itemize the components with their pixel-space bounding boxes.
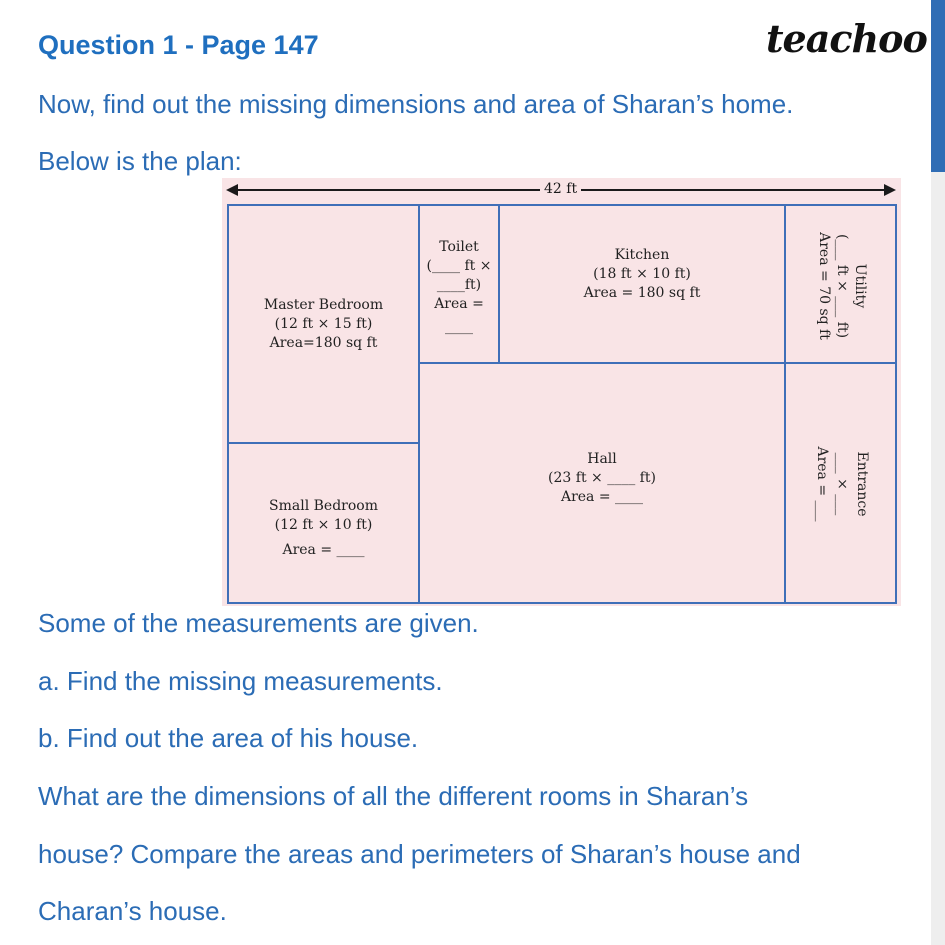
arrow-right-icon (884, 184, 896, 196)
room-master-bedroom (227, 204, 420, 444)
total-width-label: 42 ft (540, 181, 581, 197)
room-name: Hall (587, 451, 617, 467)
room-dimensions: (___ ft × ___ ft) (834, 233, 850, 339)
part-b: b. Find out the area of his house. (38, 723, 419, 753)
room-dimensions: ___ × ___ (834, 452, 850, 516)
room-area-blank: ____ (445, 319, 473, 335)
room-area: Area = ____ (560, 489, 644, 505)
room-toilet (418, 204, 500, 364)
room-small-bedroom (227, 442, 420, 604)
followup-line-2: house? Compare the areas and perimeters of Sharan’s house and (38, 839, 801, 869)
room-area: Area=180 sq ft (269, 334, 378, 351)
room-dimensions: (18 ft × 10 ft) (593, 266, 691, 282)
room-dimensions-cont: ____ft) (436, 277, 482, 293)
room-name: Utility (852, 263, 868, 309)
followup-line-3: Charan’s house. (38, 896, 227, 926)
plan-intro: Below is the plan: (38, 146, 242, 176)
room-dimensions: (12 ft × 10 ft) (274, 516, 373, 533)
room-kitchen (498, 204, 786, 364)
house-plan (222, 178, 901, 606)
room-area: Area = ___ (814, 446, 830, 522)
given-text: Some of the measurements are given. (38, 608, 479, 638)
room-name: Kitchen (614, 247, 670, 263)
room-name: Entrance (854, 451, 870, 517)
room-dimensions: (23 ft × ____ ft) (548, 470, 656, 486)
room-name: Master Bedroom (263, 296, 384, 313)
scrollbar[interactable] (931, 0, 945, 945)
room-utility (784, 204, 897, 364)
part-a: a. Find the missing measurements. (38, 666, 443, 696)
arrow-left-icon (226, 184, 238, 196)
room-dimensions: (____ ft × (426, 258, 492, 274)
followup-line-1: What are the dimensions of all the different rooms in Sharan’s (38, 781, 749, 811)
room-area: Area = (434, 296, 484, 312)
room-area: Area = 180 sq ft (583, 285, 701, 301)
room-name: Toilet (439, 239, 479, 255)
room-area: Area = 70 sq ft (816, 232, 832, 340)
teachoo-logo: teachoo (766, 16, 927, 61)
question-intro: Now, find out the missing dimensions and area of Sharan’s home. (38, 89, 794, 119)
room-hall (418, 362, 786, 604)
room-dimensions: (12 ft × 15 ft) (274, 315, 373, 332)
room-entrance (784, 362, 897, 604)
question-title: Question 1 - Page 147 (38, 30, 319, 60)
scrollbar-thumb[interactable] (931, 0, 945, 172)
room-name: Small Bedroom (269, 497, 378, 514)
room-area: Area = ____ (282, 541, 365, 558)
